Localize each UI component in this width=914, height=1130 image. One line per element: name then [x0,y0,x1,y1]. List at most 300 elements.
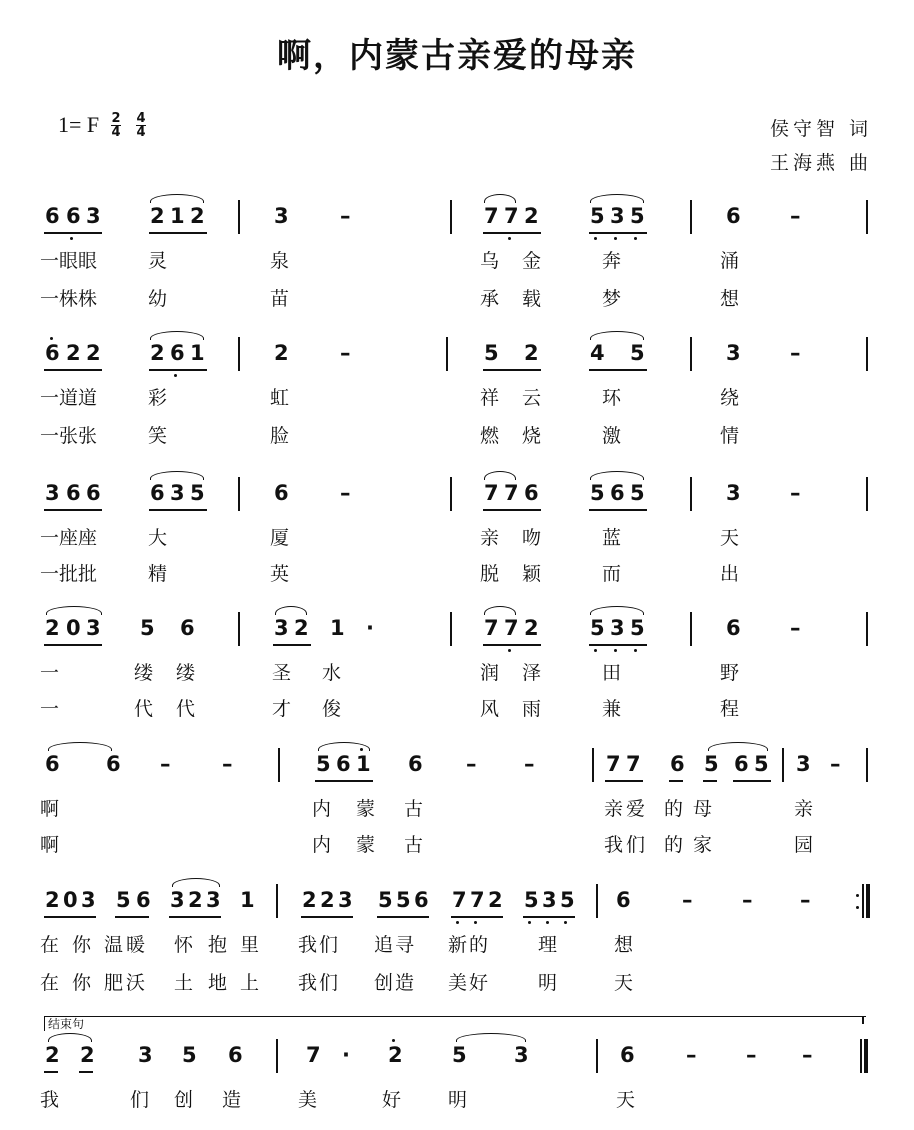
slur [48,742,112,751]
lyric: 脱 [480,563,500,585]
lyric: 怀 [174,934,194,956]
note: 3 [45,481,60,505]
barline [450,477,452,511]
barline [690,200,692,234]
dash: – [800,888,811,912]
lyric: 你 [72,972,92,994]
lyric: 蒙 [356,798,376,820]
dash: – [340,481,351,505]
underline [483,369,541,371]
note: 0 [66,616,81,640]
underline [44,369,102,371]
dash: – [340,204,351,228]
lyric: 精 [148,563,168,585]
note: 6 [66,481,81,505]
low-dot [614,649,617,652]
lyric: 古 [404,798,424,820]
lyric: 一道道 [40,387,98,409]
lyric: 创 [174,1089,194,1111]
note: 5 [560,888,575,912]
note: 5 [116,888,131,912]
lyric: 在 [40,972,60,994]
low-dot [594,237,597,240]
lyric: 绕 [720,387,740,409]
underline [44,232,102,234]
note: 5 [630,341,645,365]
lyric: 上 [240,972,260,994]
note: 3 [726,481,741,505]
note: 3 [610,204,625,228]
slur [48,1033,92,1042]
lyric: 缕 [134,662,154,684]
lyric: 笑 [148,425,168,447]
low-dot [614,237,617,240]
lyric: 俊 [322,698,342,720]
lyric: 吻 [522,527,542,549]
note: 2 [45,888,60,912]
note: 2 [190,204,205,228]
underline [483,509,541,511]
note: 5 [630,616,645,640]
lyric: 内 [312,834,332,856]
lyric: 缕 [176,662,196,684]
lyric: 创造 [374,972,417,994]
barline [450,612,452,646]
note: 3 [170,481,185,505]
lyric: 圣 [272,662,292,684]
low-dot [528,921,531,924]
underline [149,232,207,234]
lyric: 新的 [448,934,491,956]
lyric: 的母 [664,798,723,820]
lyric: 烧 [522,425,542,447]
lyric: 亲爱 [604,798,649,820]
barline [238,200,240,234]
note: 3 [726,341,741,365]
underline [733,780,771,782]
note: 2 [188,888,203,912]
coda-bracket-end [862,1016,864,1024]
lyric: 大 [148,527,168,549]
note: 2 [45,1043,60,1067]
lyric: 颖 [522,563,542,585]
lyric: 天 [720,527,740,549]
low-dot [456,921,459,924]
dash: – [682,888,693,912]
lyric: 啊 [40,798,60,820]
key-signature: 1= F [58,112,100,137]
note: 5 [378,888,393,912]
dash: – [160,752,171,776]
lyric: 地 [208,972,228,994]
low-dot [508,237,511,240]
note: 6 [414,888,429,912]
slur [590,606,644,615]
note: 2 [294,616,309,640]
note: 3 [274,204,289,228]
slur [150,331,204,340]
note: 6 [228,1043,243,1067]
note: 3 [206,888,221,912]
note: 2 [45,616,60,640]
repeat-dot [856,906,859,909]
underline [301,916,353,918]
note: 5 [590,481,605,505]
repeat-barline [866,884,870,918]
lyric: 载 [522,288,542,310]
dash: – [790,616,801,640]
notation-row [0,204,914,234]
note: 1 [170,204,185,228]
underline [589,509,647,511]
note: 6 [616,888,631,912]
note: 5 [524,888,539,912]
composer: 王海燕 曲 [770,152,873,174]
note: 2 [302,888,317,912]
barline [276,884,278,918]
barline [866,748,868,782]
lyric: 水 [322,662,342,684]
note: 2 [86,341,101,365]
lyric: 出 [720,563,740,585]
barline [596,1039,598,1073]
lyric: 燃 [480,425,500,447]
lyric: 田 [602,662,622,684]
lyric: 一株株 [40,288,98,310]
barline [450,200,452,234]
lyric: 天 [614,972,634,994]
slur [318,742,370,751]
lyric: 代 [134,698,154,720]
slur [590,194,644,203]
dash: – [742,888,753,912]
note: 5 [190,481,205,505]
lyric: 土 [174,972,194,994]
note: 3 [610,616,625,640]
note: 3 [542,888,557,912]
note: 6 [66,204,81,228]
lyric: 幼 [148,288,168,310]
lyric: 啊 [40,834,60,856]
dash: – [802,1043,813,1067]
slur [275,606,307,615]
lyric: 一眼眼 [40,250,98,272]
note: 7 [504,616,519,640]
barline [866,200,868,234]
barline [238,337,240,371]
dash: – [830,752,841,776]
underline [589,644,647,646]
lyric: 泽 [522,662,542,684]
lyric: 亲 [480,527,500,549]
note: 5 [140,616,155,640]
lyric: 温暖 [104,934,149,956]
note: 6 [734,752,749,776]
underline [273,644,311,646]
barline [276,1039,278,1073]
note: 2 [524,341,539,365]
lyric: 云 [522,387,542,409]
barline [690,612,692,646]
lyric: 一批批 [40,563,98,585]
slur [150,194,204,203]
underline [605,780,643,782]
lyric: 虹 [270,387,290,409]
lyric: 而 [602,563,622,585]
slur [484,606,516,615]
note: 2 [66,341,81,365]
note: 2 [388,1043,403,1067]
lyric: 明 [538,972,558,994]
notation-row [0,481,914,511]
coda-bracket [44,1016,866,1031]
note: 2 [150,204,165,228]
low-dot [50,337,53,340]
lyric: 园 [794,834,814,856]
note: 6 [726,616,741,640]
note: 5 [484,341,499,365]
notation-row [0,888,914,918]
note: 2 [488,888,503,912]
note: 2 [320,888,335,912]
note: 6 [610,481,625,505]
note: 3 [514,1043,529,1067]
barline [446,337,448,371]
lyric: 情 [720,425,740,447]
lyric: 彩 [148,387,168,409]
note: 5 [630,204,645,228]
note: 7 [484,616,499,640]
lyric: 在 [40,934,60,956]
lyric: 乌 [480,250,500,272]
lyric: 环 [602,387,622,409]
slur [484,194,516,203]
note: 3 [86,204,101,228]
lyric: 理 [538,934,558,956]
low-dot [474,921,477,924]
note: 7 [452,888,467,912]
dot: · [342,1043,350,1067]
note: 5 [704,752,719,776]
note: 6 [45,341,60,365]
lyric: 野 [720,662,740,684]
note: 7 [470,888,485,912]
dash: – [790,341,801,365]
lyric: 亲 [794,798,814,820]
lyric: 内 [312,798,332,820]
underline [44,1071,58,1073]
dash: – [790,204,801,228]
lyric: 美 [298,1089,318,1111]
note: 2 [524,616,539,640]
lyric: 润 [480,662,500,684]
dash: – [222,752,233,776]
note: 6 [620,1043,635,1067]
note: 3 [170,888,185,912]
note: 6 [45,752,60,776]
barline [866,337,868,371]
slur [456,1033,526,1042]
barline [866,612,868,646]
note: 6 [136,888,151,912]
lyric: 古 [404,834,424,856]
note: 7 [306,1043,321,1067]
note: 3 [338,888,353,912]
time-signature-4-4: $\frac{4}{4}$ [136,111,146,140]
song-title: 啊，内蒙古亲爱的母亲 [277,36,637,76]
time-signature-2-4: $\frac{2}{4}$ [111,111,121,140]
lyric: 我们 [298,972,341,994]
note: 3 [274,616,289,640]
dash: – [466,752,477,776]
barline [690,477,692,511]
note: 6 [408,752,423,776]
lyric: 涌 [720,250,740,272]
barline [592,748,594,782]
lyric: 们 [130,1089,150,1111]
note: 7 [606,752,621,776]
underline [377,916,429,918]
dash: – [790,481,801,505]
lyric: 一座座 [40,527,98,549]
underline [451,916,503,918]
lyric: 祥 [480,387,500,409]
lyric: 的家 [664,834,723,856]
note: 6 [170,341,185,365]
low-dot [174,374,177,377]
low-dot [594,649,597,652]
note: 6 [106,752,121,776]
lyric: 蓝 [602,527,622,549]
barline [690,337,692,371]
low-dot [546,921,549,924]
note: 4 [590,341,605,365]
lyric: 兼 [602,698,622,720]
note: 3 [796,752,811,776]
note: 7 [484,204,499,228]
note: 7 [626,752,641,776]
note: 5 [590,616,605,640]
note: 6 [150,481,165,505]
low-dot [634,649,637,652]
underline [315,780,373,782]
barline [782,748,784,782]
underline [523,916,575,918]
underline [44,644,102,646]
note: 5 [316,752,331,776]
lyric: 我 [40,1089,60,1111]
note: 5 [590,204,605,228]
lyric: 激 [602,425,622,447]
dash: – [746,1043,757,1067]
dot: · [366,616,374,640]
note: 7 [484,481,499,505]
note: 6 [180,616,195,640]
lyric: 追寻 [374,934,417,956]
lyric: 风 [480,698,500,720]
underline [669,780,683,782]
lyric: 脸 [270,425,290,447]
note: 7 [504,481,519,505]
lyric: 明 [448,1089,468,1111]
barline [866,477,868,511]
note: 5 [396,888,411,912]
note: 7 [504,204,519,228]
note: 1 [240,888,255,912]
underline [703,780,717,782]
note: 6 [670,752,685,776]
lyric: 厦 [270,527,290,549]
note: 5 [182,1043,197,1067]
notation-row [0,616,914,646]
underline [44,916,96,918]
underline [44,509,102,511]
underline [149,509,207,511]
lyric: 程 [720,698,740,720]
underline [149,369,207,371]
lyric: 造 [222,1089,242,1111]
lyric: 英 [270,563,290,585]
low-dot [564,921,567,924]
note: 5 [630,481,645,505]
coda-label: 结束句 [48,1017,85,1031]
dash: – [340,341,351,365]
lyric: 里 [240,934,260,956]
barline [238,477,240,511]
underline [589,369,647,371]
note: 6 [45,204,60,228]
note: 6 [336,752,351,776]
barline [862,884,864,918]
lyric: 天 [616,1089,636,1111]
barline [860,1039,862,1073]
dash: – [686,1043,697,1067]
lyric: 美好 [448,972,491,994]
lyric: 蒙 [356,834,376,856]
dash: – [524,752,535,776]
slur [590,471,644,480]
lyric: 我们 [298,934,341,956]
lyric: 苗 [270,288,290,310]
note: 3 [86,616,101,640]
underline [483,232,541,234]
lyric: 雨 [522,698,542,720]
note: 3 [138,1043,153,1067]
final-barline [864,1039,868,1073]
lyric: 我们 [604,834,649,856]
note: 1 [356,752,371,776]
lyric: 代 [176,698,196,720]
slur [590,331,644,340]
slur [484,471,516,480]
note: 1 [190,341,205,365]
notation-row [0,341,914,371]
low-dot [634,237,637,240]
repeat-dot [856,894,859,897]
slur [46,606,102,615]
lyric: 奔 [602,250,622,272]
lyric: 好 [382,1089,402,1111]
note: 1 [330,616,345,640]
lyric: 一张张 [40,425,98,447]
slur [708,742,768,751]
lyric: 想 [614,934,634,956]
low-dot [70,237,73,240]
note: 0 [63,888,78,912]
notation-row [0,1043,914,1073]
underline [169,916,221,918]
notation-row [0,752,914,782]
